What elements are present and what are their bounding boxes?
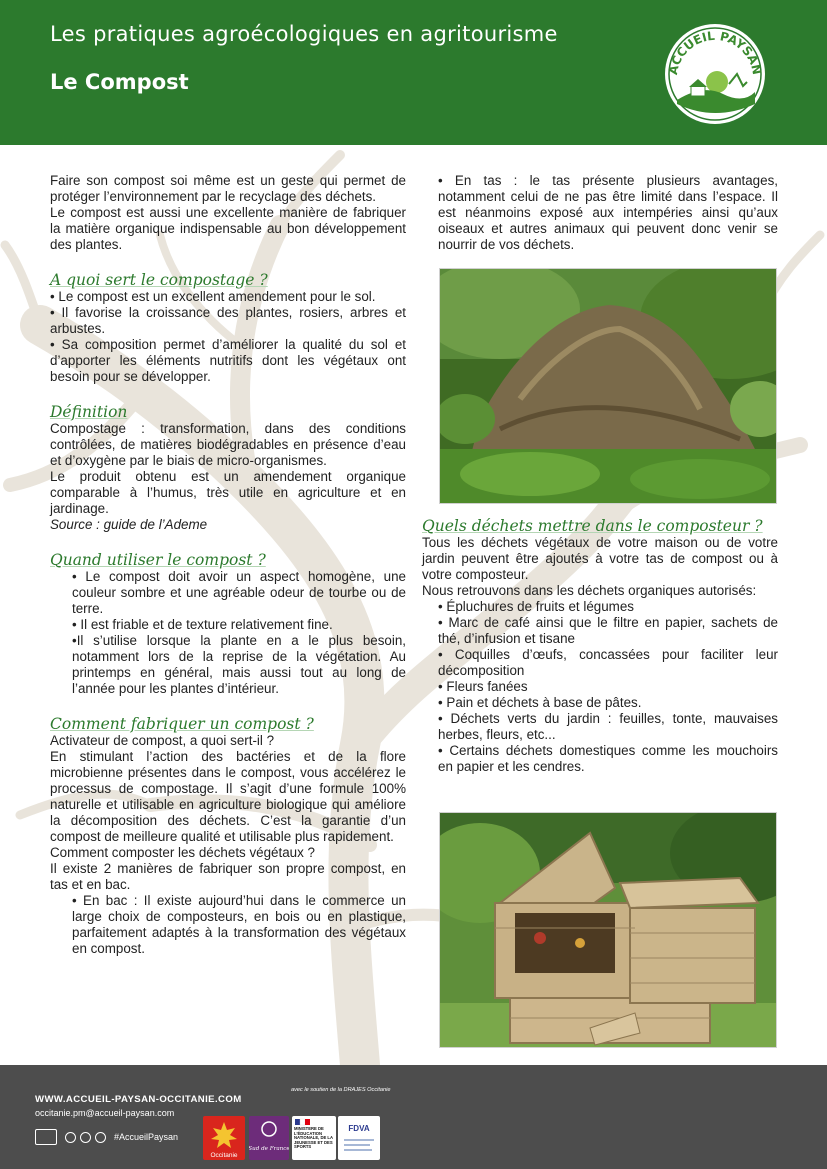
list-item: • Certains déchets domestiques comme les mouchoirs en papier et les cendres.: [438, 743, 778, 774]
page-title: Les pratiques agroécologiques en agritourisme: [50, 22, 558, 46]
heading-quand: Quand utiliser le compost ?: [50, 551, 266, 569]
list-item: • Il est friable et de texture relativement fine.: [72, 617, 333, 632]
devices-icon: [35, 1129, 57, 1145]
support-note: avec le soutien de la DRAJES Occitanie: [291, 1087, 391, 1093]
activateur-paragraph: En stimulant l’action des bactéries et de la flore microbienne présentes dans le compost, vous accélérez le processus de compostage. Il s’agit d’une formule 100% naturelle et utilisable en agriculture biologique qui améliore la décomposition des déchets. C’est la garantie d’un compost de meilleure qualité et utilisable plus rapidement.: [50, 749, 406, 844]
activateur-question: Activateur de compost, a quoi sert-il ?: [50, 733, 275, 748]
occitanie-logo: [203, 1116, 245, 1160]
heading-definition: Définition: [50, 403, 128, 421]
heading-dechets: Quels déchets mettre dans le composteur ?: [422, 517, 763, 535]
list-item: •Il s’utilise lorsque la plante en a le plus besoin, notamment lors de la reprise de la végétation. Au printemps en général, mais aussi tout au long de l’année pour les plantes d’intérieur.: [72, 633, 406, 696]
occitanie-label: Occitanie: [210, 1152, 238, 1159]
dechets-paragraph-1: Tous les déchets végétaux de votre maison ou de votre jardin peuvent être ajoutés à votre tas de compost ou à votre composteur.: [422, 535, 778, 582]
email-link[interactable]: occitanie.pm@accueil-paysan.com: [35, 1108, 175, 1118]
list-item: • Le compost est un excellent amendement pour le sol.: [50, 289, 376, 304]
youtube-icon[interactable]: [80, 1132, 91, 1143]
hashtag: #AccueilPaysan: [114, 1132, 179, 1142]
accueil-paysan-logo: [663, 22, 767, 126]
left-column: [50, 173, 406, 957]
heading-compostage: A quoi sert le compostage ?: [50, 271, 268, 289]
sud-label: Sud de France: [249, 1146, 289, 1152]
list-item: • Pain et déchets à base de pâtes.: [438, 695, 642, 710]
wooden-composter-photo: [439, 812, 777, 1048]
header-banner: [0, 0, 827, 145]
fdva-logo: [338, 1116, 380, 1160]
ministere-logo: [292, 1116, 336, 1160]
heading-fabriquer: Comment fabriquer un compost ?: [50, 715, 314, 733]
list-item-tas: • En tas : le tas présente plusieurs avantages, notamment celui de ne pas être limité dans l’espace. Il est néanmoins exposé aux intempéries ainsi qu’aux oiseaux et autres animaux qui peuvent donc venir se nourrir de vos déchets.: [438, 173, 778, 252]
right-column-bottom: [422, 517, 778, 775]
list-item: • Il favorise la croissance des plantes, rosiers, arbres et arbustes.: [50, 305, 406, 336]
footer: [0, 1065, 827, 1169]
right-column-top: [422, 173, 778, 253]
social-links: [35, 1129, 178, 1145]
dechets-paragraph-2: Nous retrouvons dans les déchets organiques autorisés:: [422, 583, 757, 598]
list-item: • Coquilles d’œufs, concassées pour faciliter leur décomposition: [438, 647, 778, 678]
definition-paragraph-2: Le produit obtenu est un amendement organique comparable à l’humus, très utile en agriculture et en jardinage.: [50, 469, 406, 516]
ministere-label: MINISTÈRE DE L’ÉDUCATION NATIONALE, DE LA JEUNESSE ET DES SPORTS: [294, 1127, 333, 1150]
list-item: • Sa composition permet d’améliorer la qualité du sol et d’apporter les éléments nutritifs dont les végétaux ont besoin pour se développer.: [50, 337, 406, 384]
page-subtitle: Le Compost: [50, 70, 189, 94]
website-link[interactable]: WWW.ACCUEIL-PAYSAN-OCCITANIE.COM: [35, 1094, 242, 1105]
source-note: Source : guide de l’Ademe: [50, 517, 208, 532]
list-item: • Le compost doit avoir un aspect homogène, une couleur sombre et une agréable odeur de tourbe ou de terre.: [72, 569, 406, 616]
list-item: • Déchets verts du jardin : feuilles, tonte, mauvaises herbes, fleurs, etc...: [438, 711, 778, 742]
compost-heap-photo: [439, 268, 777, 504]
logo-text: ACCUEIL PAYSAN: [666, 28, 765, 76]
definition-paragraph-1: Compostage : transformation, dans des conditions contrôlées, de matières biodégradables en présence d’eau et d’oxygène par le biais de micro-organismes.: [50, 421, 406, 468]
list-item: • Fleurs fanées: [438, 679, 528, 694]
facebook-icon[interactable]: [65, 1132, 76, 1143]
intro-paragraph-2: Le compost est aussi une excellente manière de fabriquer la matière organique indispensable au bon développement des plantes.: [50, 205, 406, 252]
intro-paragraph-1: Faire son compost soi même est un geste qui permet de protéger l’environnement par le recyclage des déchets.: [50, 173, 406, 204]
list-item: • Épluchures de fruits et légumes: [438, 599, 634, 614]
fdva-label: FDVA: [348, 1124, 370, 1133]
list-item: • Marc de café ainsi que le filtre en papier, sachets de thé, d’infusion et tisane: [438, 615, 778, 646]
instagram-icon[interactable]: [95, 1132, 106, 1143]
list-item-bac: • En bac : Il existe aujourd’hui dans le commerce un large choix de composteurs, en bois ou en plastique, parfaitement adaptés à la transformation des végétaux en compost.: [72, 893, 406, 956]
manieres-paragraph: Il existe 2 manières de fabriquer son propre compost, en tas et en bac.: [50, 861, 406, 892]
sud-de-france-logo: [249, 1116, 289, 1160]
vegetaux-question: Comment composter les déchets végétaux ?: [50, 845, 315, 860]
